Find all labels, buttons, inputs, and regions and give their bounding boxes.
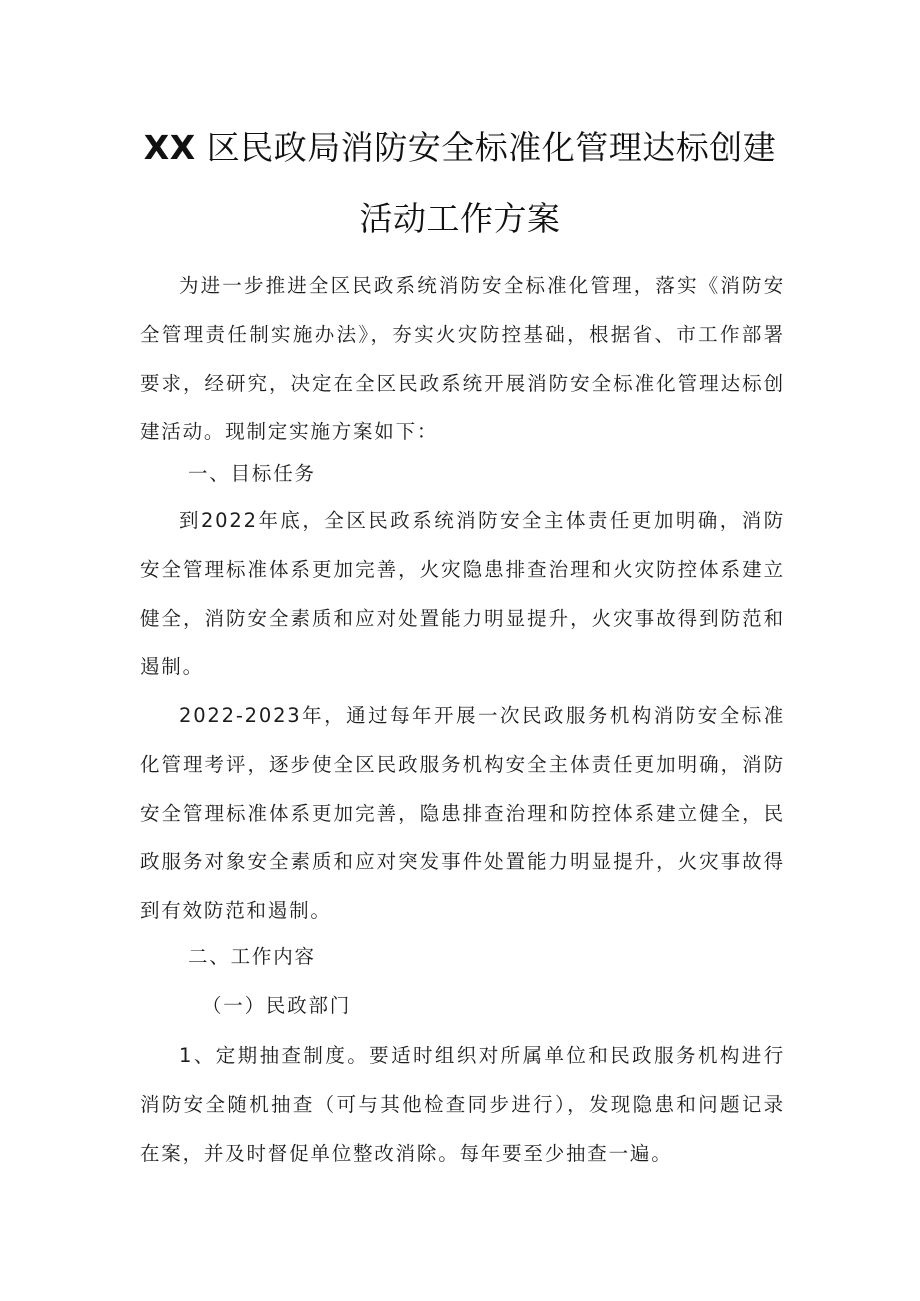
section-1-paragraph-2: 2022-2023年，通过每年开展一次民政服务机构消防安全标准化管理考评，逐步使全区民政服务机构安全主体责任更加明确，消防安全管理标准体系更加完善，隐患排查治理和防控体系建立健全，民政服务对象安全素质和应对突发事件处置能力明显提升，火灾事故得到有效防范和遏制。 [140, 704, 785, 923]
intro-paragraph: 为进一步推进全区民政系统消防安全标准化管理，落实《消防安全管理责任制实施办法》，夯实火灾防控基础，根据省、市工作部署要求，经研究，决定在全区民政系统开展消防安全标准化管理达标创建活动。现制定实施方案如下： [140, 274, 785, 444]
document-title-line-2: 活动工作方案 [359, 199, 561, 238]
title-placeholder-xx: XX [143, 128, 196, 167]
section-1-heading: 一、目标任务 [188, 462, 316, 485]
section-2-sub-heading-1: （一）民政部门 [202, 994, 352, 1017]
section-2-item-1: 1、定期抽查制度。要适时组织对所属单位和民政服务机构进行消防安全随机抽查（可与其他检查同步进行），发现隐患和问题记录在案，并及时督促单位整改消除。每年要至少抽查一遍。 [140, 1044, 785, 1165]
title-line-1-text: 区民政局消防安全标准化管理达标创建 [206, 128, 777, 167]
section-2-heading: 二、工作内容 [188, 945, 316, 968]
section-1-paragraph-1: 到2022年底，全区民政系统消防安全主体责任更加明确，消防安全管理标准体系更加完善，火灾隐患排查治理和火灾防控体系建立健全，消防安全素质和应对处置能力明显提升，火灾事故得到防范和遏制。 [140, 509, 785, 679]
document-title-line-1 [120, 128, 800, 168]
